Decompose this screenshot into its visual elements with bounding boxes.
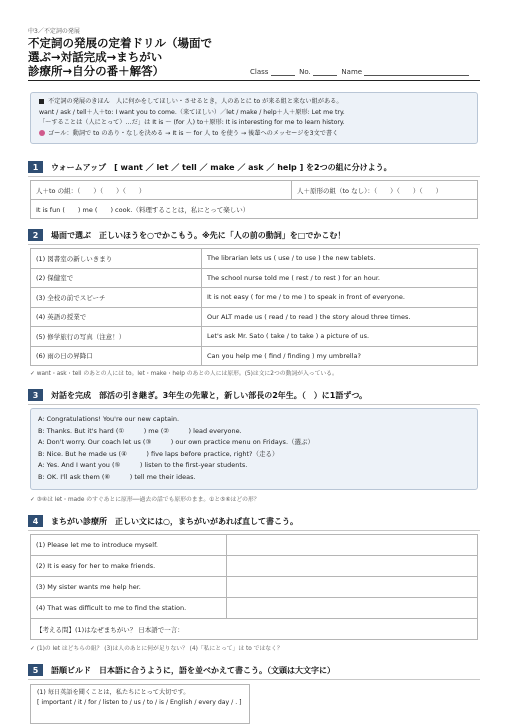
sentence-cell[interactable]: The school nurse told me ( rest / to rest ) for an hour. <box>202 268 478 288</box>
goal-icon <box>39 130 45 136</box>
section-1-table <box>30 180 478 219</box>
error-sentence-cell: (1) Please let me to introduce myself. <box>31 535 227 556</box>
section-4-number: 4 <box>28 515 43 527</box>
scene-cell: (4) 英語の授業で <box>31 307 202 327</box>
section-2-title: 場面で選ぶ 正しいほうを○でかこもう。※先に「人の前の動詞」を□でかこむ！ <box>51 230 346 240</box>
answer-cell[interactable] <box>227 556 478 577</box>
intro-box <box>30 92 478 144</box>
sentence-cell[interactable]: Let's ask Mr. Sato ( take / to take ) a picture of us. <box>202 327 478 347</box>
section-3-note: ✓ ③④は let・made のすぐあとに原形──過去の話でも原形のまま。①と⑤⑥はどの形？ <box>30 497 260 503</box>
class-label: Class <box>250 68 269 76</box>
table-row <box>31 249 478 269</box>
section-5-header <box>28 663 335 677</box>
group-to-cell[interactable]: 人＋to の組：（ ）（ ）（ ） <box>31 181 292 200</box>
section-4-note: ✓ (1)の let はどちらの組？ (3)は人のあとに何が足りない？ (4)「私にとって」は to ではなく？ <box>30 646 283 652</box>
answer-cell[interactable] <box>227 598 478 619</box>
table-row <box>31 346 478 366</box>
dialogue-box <box>30 408 478 490</box>
page-title <box>28 36 288 78</box>
sentence-cell[interactable]: Can you help me ( find / finding ) my umbrella? <box>202 346 478 366</box>
intro-line-1: 不定詞の発展のきほん 人に何かをしてほしい・させるとき，人のあとに to が来る組と来ない組がある。 <box>39 97 469 108</box>
dialogue-line: A: Congratulations! You're our new captain. <box>38 415 180 423</box>
section-4-table <box>30 534 478 640</box>
section-3-title: 対話を完成 部活の引き継ぎ。3年生の先輩と，新しい部長の2年生。（ ）に1語ずつ。 <box>51 390 368 400</box>
scene-cell: (6) 雨の日の昇降口 <box>31 346 202 366</box>
section-2-note: ✓ want・ask・tell のあとの人には to。let・make・help のあとの人には原形。(5)は文に2つの動詞が入っている。 <box>30 371 338 377</box>
section-3-rule <box>28 404 480 405</box>
section-1-number: 1 <box>28 161 43 173</box>
section-2-number: 2 <box>28 229 43 241</box>
section-1-header <box>28 160 392 174</box>
header-rule <box>28 80 480 81</box>
no-blank[interactable] <box>313 67 337 76</box>
section-5-number: 5 <box>28 664 43 676</box>
table-row <box>31 288 478 308</box>
intro-line-3: 「～することは（人にとって）…だ」は It is ～ (for 人) to＋原形: It is interesting for me to learn history. <box>39 119 345 126</box>
scene-cell: (1) 図書室の新しいきまり <box>31 249 202 269</box>
question-1-words: [ important / it / for / listen to / us / to / is / English / every day / . ] <box>37 699 242 706</box>
group-bare-cell[interactable]: 人＋原形の組（to なし）：（ ）（ ）（ ） <box>292 181 478 200</box>
sentence-cell[interactable]: The librarian lets us ( use / to use ) the new tablets. <box>202 249 478 269</box>
section-2-rule <box>28 244 480 245</box>
error-sentence-cell: (2) It is easy for her to make friends. <box>31 556 227 577</box>
section-4-rule <box>28 530 480 531</box>
table-row <box>31 556 478 577</box>
question-1: (1) 毎日英語を聞くことは，私たちにとって大切です。 <box>37 689 190 696</box>
category-label: 中3／不定詞の発展 <box>28 28 80 35</box>
table-row <box>31 268 478 288</box>
table-row <box>31 327 478 347</box>
scene-cell: (3) 全校の前でスピーチ <box>31 288 202 308</box>
section-4-title: まちがい診療所 正しい文には○，まちがいがあれば直して書こう。 <box>51 516 298 526</box>
it-is-fun-cell[interactable]: It is fun ( ) me ( ) cook.（料理することは，私にとって楽しい） <box>31 200 478 219</box>
answer-cell[interactable] <box>227 577 478 598</box>
title-line-2: 選ぶ→対話完成→まちがい <box>28 50 163 64</box>
square-bullet-icon <box>39 99 44 104</box>
scene-cell: (5) 修学旅行の写真（注意！） <box>31 327 202 347</box>
dialogue-line[interactable]: B: OK. I'll ask them (⑥ ) tell me their ideas. <box>38 472 196 481</box>
title-line-3: 診療所→自分の番＋解答） <box>28 64 165 78</box>
section-4-header <box>28 514 298 528</box>
name-blank[interactable] <box>364 67 469 76</box>
name-label: Name <box>341 68 363 76</box>
intro-line-2: want / ask / tell＋人＋to: I want you to come.（来てほしい）／let / make / help＋人＋原形: Let me try. <box>39 108 345 116</box>
dialogue-line[interactable]: A: Yes. And I want you (⑤ ) listen to the first-year students. <box>38 461 248 470</box>
dialogue-line[interactable]: A: Don't worry. Our coach let us (③ ) our own practice menu on Fridays.（選ぶ） <box>38 438 315 447</box>
section-2-table <box>30 248 478 366</box>
no-label: No. <box>299 68 311 76</box>
word-order-box <box>30 684 250 724</box>
section-3-number: 3 <box>28 389 43 401</box>
section-1-title: ウォームアップ [ want ／ let ／ tell ／ make ／ ask ／ help ] を2つの組に分けよう。 <box>51 162 392 172</box>
error-sentence-cell: (4) That was difficult to me to find the station. <box>31 598 227 619</box>
table-row <box>31 577 478 598</box>
student-info <box>250 67 469 76</box>
dialogue-line[interactable]: B: Nice. But he made us (④ ) five laps before practice, right?（走る） <box>38 449 279 458</box>
dialogue-line[interactable]: B: Thanks. But it's hard (① ) me (② ) lead everyone. <box>38 426 242 435</box>
section-3-header <box>28 388 367 402</box>
table-row <box>31 619 478 640</box>
sentence-cell[interactable]: Our ALT made us ( read / to read ) the story aloud three times. <box>202 307 478 327</box>
section-1-rule <box>28 176 480 177</box>
answer-cell[interactable] <box>227 535 478 556</box>
table-row <box>31 307 478 327</box>
intro-line-4: ゴール：動詞で to のあり・なしを決める → It is ～ for 人 to を使う → 後輩へのメッセージを3文で書く <box>39 129 469 140</box>
section-5-rule <box>28 679 480 680</box>
error-sentence-cell: (3) My sister wants me help her. <box>31 577 227 598</box>
table-row <box>31 598 478 619</box>
section-2-header <box>28 228 345 242</box>
table-row <box>31 535 478 556</box>
reason-cell[interactable]: 【考える問】(1)はなぜまちがい？ 日本語で一言： <box>31 619 478 640</box>
sentence-cell[interactable]: It is not easy ( for me / to me ) to speak in front of everyone. <box>202 288 478 308</box>
section-5-title: 語順ビルド 日本語に合うように，語を並べかえて書こう。（文頭は大文字に） <box>51 665 335 675</box>
class-blank[interactable] <box>271 67 295 76</box>
scene-cell: (2) 保健室で <box>31 268 202 288</box>
title-line-1: 不定詞の発展の定着ドリル（場面で <box>28 36 212 50</box>
